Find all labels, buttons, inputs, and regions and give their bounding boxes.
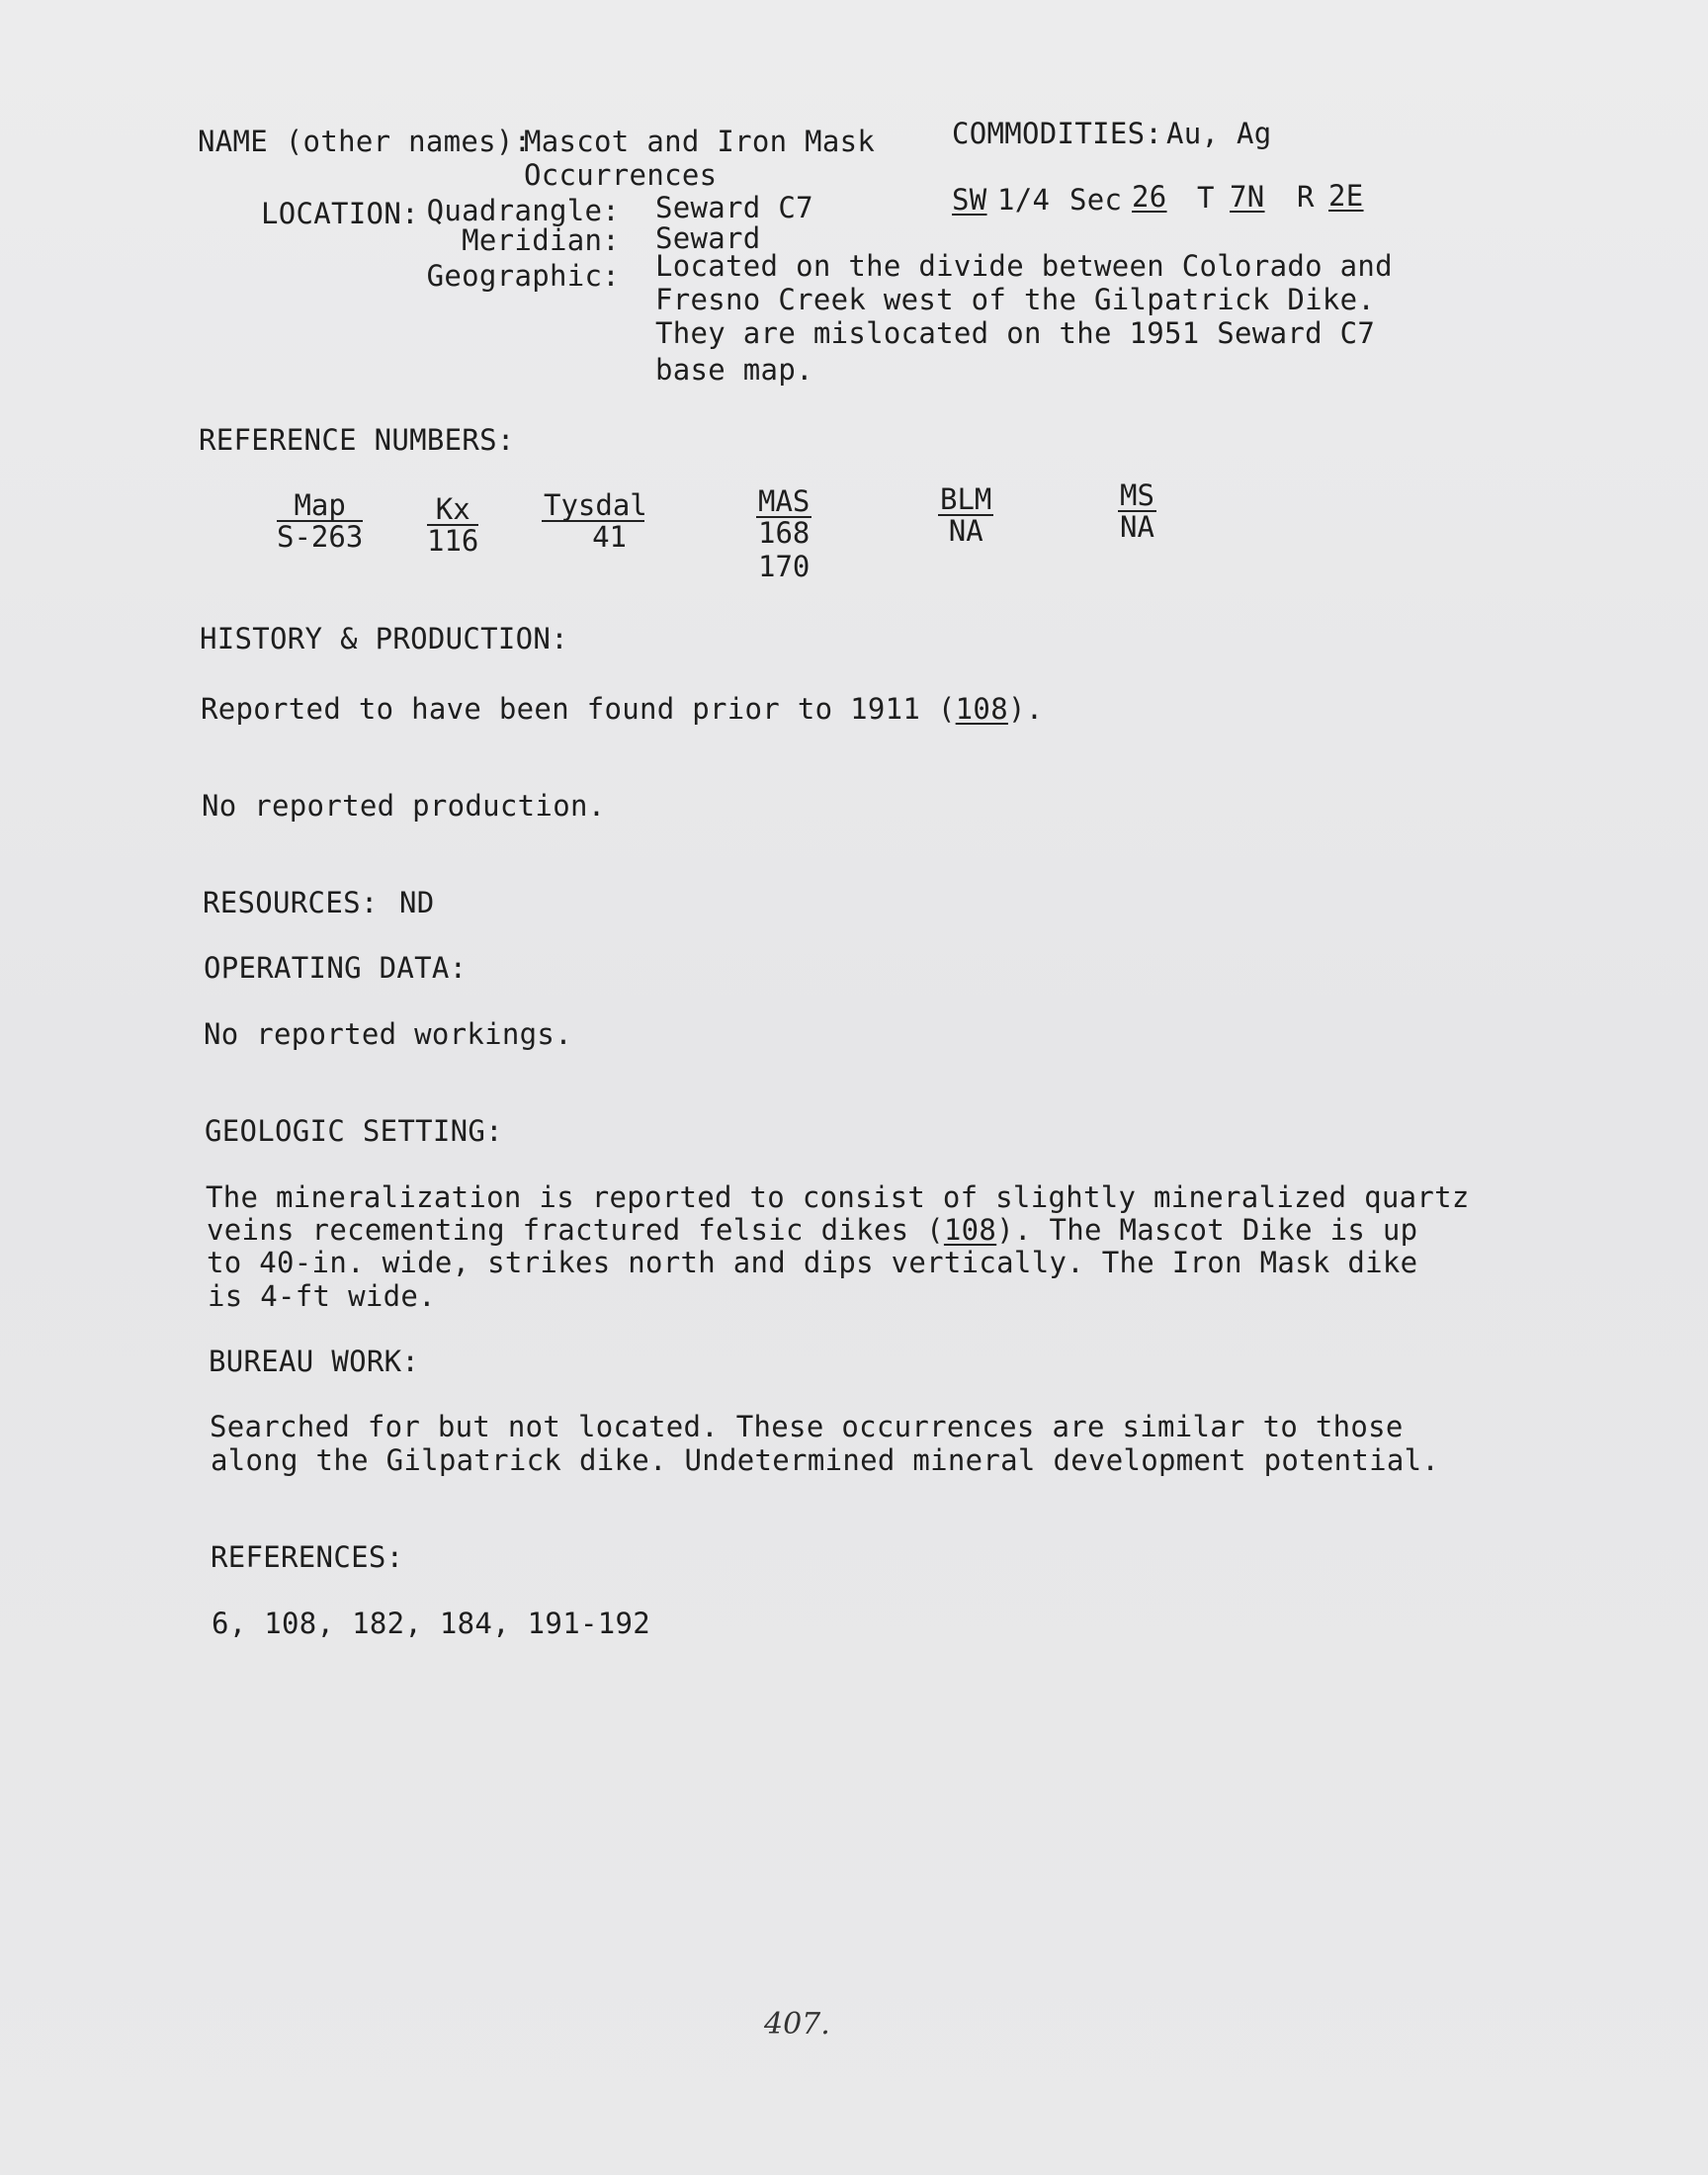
ref-tysdal-value: 41 (592, 520, 627, 554)
ref-kx-value: 116 (427, 524, 479, 558)
township-label: T (1197, 181, 1215, 215)
quadrangle-label: Quadrangle: (426, 194, 620, 227)
references-list: 6, 108, 182, 184, 191-192 (212, 1607, 650, 1640)
geographic-line-1: Located on the divide between Colorado and (655, 249, 1393, 283)
geologic-heading: GEOLOGIC SETTING: (205, 1114, 503, 1148)
geographic-line-3: They are mislocated on the 1951 Seward C7 (655, 316, 1376, 350)
meridian-value: Seward (655, 221, 761, 255)
resources-label: RESOURCES: (203, 886, 379, 919)
operating-data-heading: OPERATING DATA: (204, 951, 468, 985)
quarter-section: SW (952, 183, 987, 217)
range-label: R (1297, 180, 1315, 214)
ref-kx-header: Kx (427, 494, 478, 526)
references-heading: REFERENCES: (211, 1540, 404, 1574)
ref-map-header: Map (277, 490, 363, 522)
ref-ms-header: MS (1120, 478, 1154, 512)
commodities-value: Au, Ag (1166, 117, 1272, 150)
handwritten-page-number: 407. (764, 2007, 830, 2042)
geographic-label: Geographic: (426, 259, 620, 293)
history-text: Reported to have been found prior to 1911 (108). (201, 692, 1044, 726)
reference-numbers-heading: REFERENCE NUMBERS: (199, 423, 515, 457)
quadrangle-value: Seward C7 (655, 191, 813, 224)
operating-data-text: No reported workings. (204, 1017, 572, 1051)
meridian-label: Meridian: (462, 223, 620, 257)
name-label: NAME (other names): (198, 125, 532, 158)
production-text: No reported production. (202, 789, 606, 823)
name-value-cont: Occurrences (524, 158, 718, 192)
ref-mas-header: MAS (758, 484, 811, 518)
sec-value: 26 (1132, 180, 1167, 214)
geologic-line-3: to 40-in. wide, strikes north and dips vertically. The Iron Mask dike (207, 1246, 1418, 1279)
ref-tysdal (542, 488, 647, 554)
bureau-work-heading: BUREAU WORK: (209, 1345, 420, 1378)
geologic-citation: 108 (943, 1213, 997, 1247)
resources-value: ND (399, 886, 435, 919)
geologic-line-2: veins recementing fractured felsic dikes (108). The Mascot Dike is up (207, 1213, 1418, 1247)
history-text-main: Reported to have been found prior to 1911 (201, 692, 921, 726)
history-citation: 108 (955, 692, 1008, 726)
name-value: Mascot and Iron Mask (524, 125, 876, 158)
ref-blm-header: BLM (940, 482, 992, 516)
geologic-line-2-b: . The Mascot Dike is up (1013, 1213, 1418, 1247)
quarter-fraction: 1/4 (997, 183, 1051, 217)
ref-mas (756, 486, 811, 581)
ref-mas-value-2: 170 (758, 550, 811, 583)
ref-blm-value: NA (948, 514, 983, 548)
ref-map (277, 490, 363, 552)
geographic-line-2: Fresno Creek west of the Gilpatrick Dike. (655, 283, 1376, 316)
ref-blm (938, 484, 993, 546)
geologic-line-4: is 4-ft wide. (208, 1279, 436, 1313)
geologic-line-2-a: veins recementing fractured felsic dikes (207, 1213, 927, 1247)
geologic-line-1: The mineralization is reported to consist of slightly mineralized quartz (206, 1180, 1470, 1214)
ref-ms-value: NA (1120, 510, 1154, 544)
location-label: LOCATION: (261, 197, 419, 230)
ref-kx (427, 494, 478, 556)
township-value: 7N (1230, 180, 1265, 214)
bureau-work-line-1: Searched for but not located. These occurrences are similar to those (210, 1410, 1404, 1443)
commodities-label: COMMODITIES: (952, 117, 1163, 150)
sec-label: Sec (1069, 183, 1123, 217)
range-value: 2E (1328, 179, 1364, 213)
ref-map-value: S-263 (277, 520, 364, 554)
geographic-line-4: base map. (655, 353, 813, 387)
ref-mas-value-1: 168 (758, 516, 811, 550)
bureau-work-line-2: along the Gilpatrick dike. Undetermined mineral development potential. (211, 1443, 1440, 1477)
ref-ms (1118, 480, 1156, 542)
history-heading: HISTORY & PRODUCTION: (200, 622, 568, 655)
ref-tysdal-header: Tysdal (544, 488, 647, 522)
